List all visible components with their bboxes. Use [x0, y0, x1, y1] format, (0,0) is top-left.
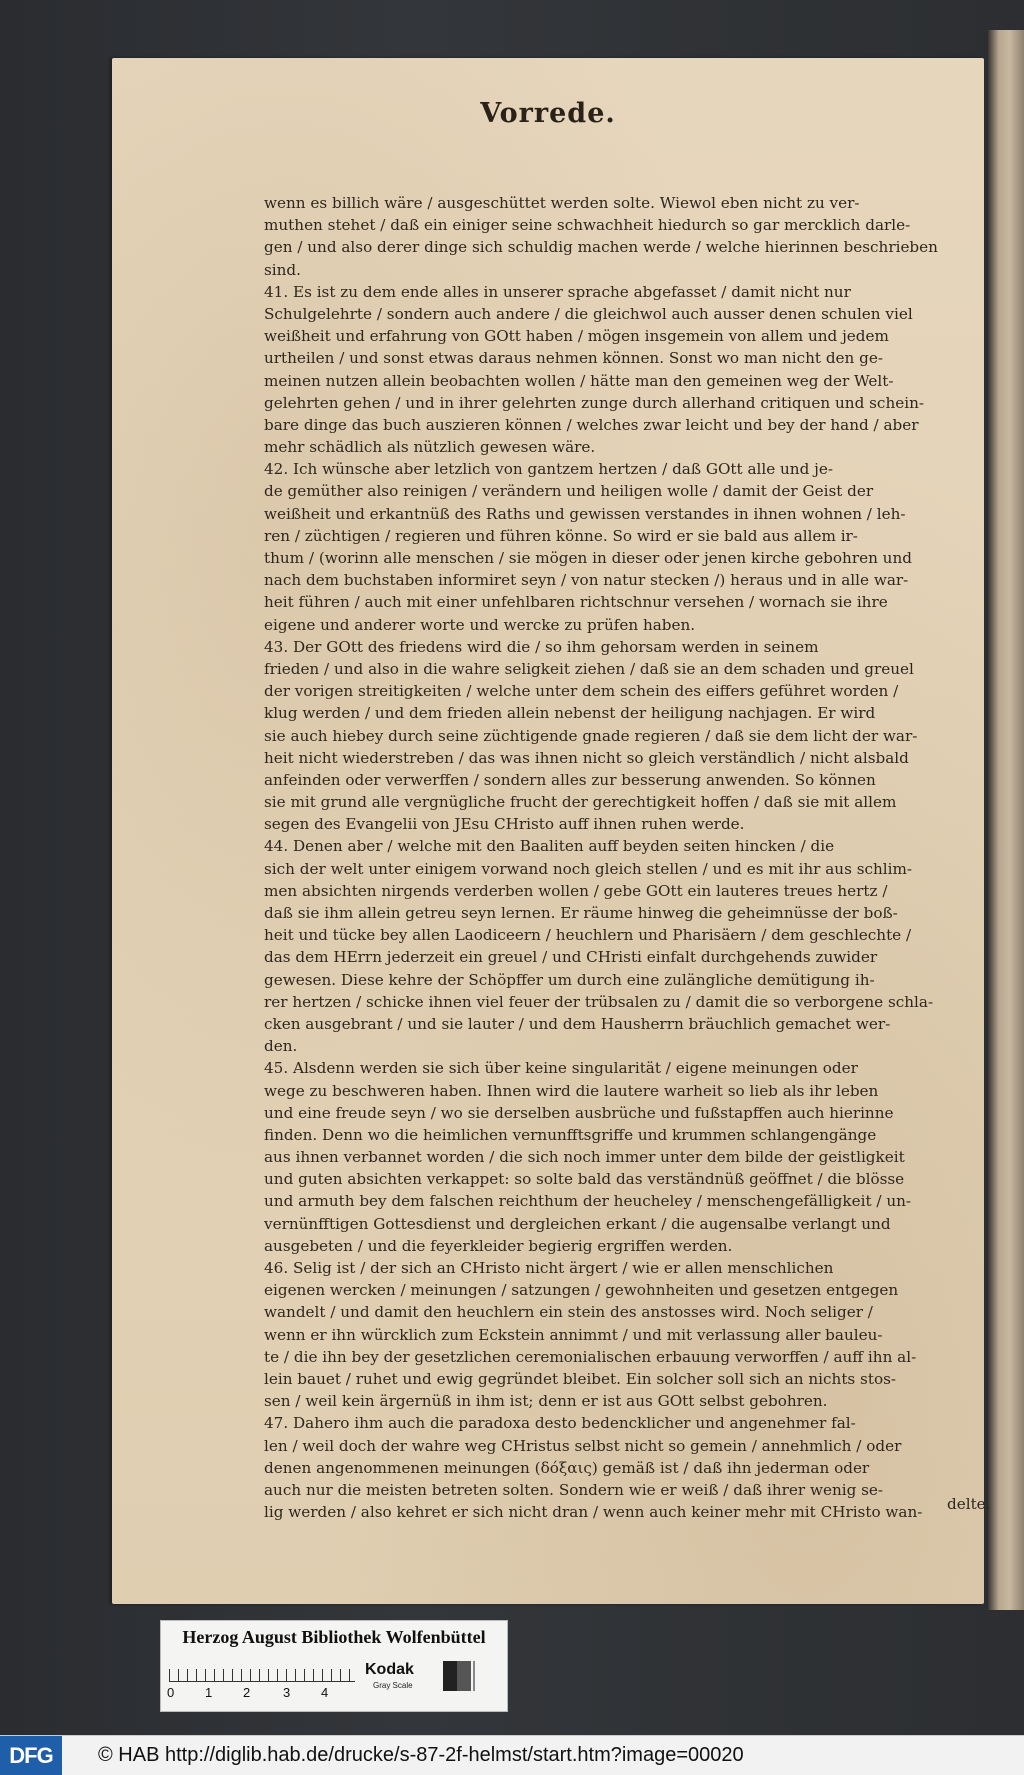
text-line: men absichten nirgends verderben wollen / gebe GOtt ein lauteres treues hertz /	[264, 881, 888, 900]
text-line: sie mit grund alle vergnügliche frucht der gerechtigkeit hoffen / daß sie mit allem	[264, 793, 897, 812]
text-line: sen / weil kein ärgernüß in ihm ist; denn er ist aus GOtt selbst gebohren.	[264, 1392, 828, 1411]
text-line: heit führen / auch mit einer unfehlbaren richtschnur versehen / wornach sie ihre	[264, 593, 888, 612]
gray-swatch-dark	[443, 1661, 457, 1691]
text-line: gewesen. Diese kehre der Schöpffer um durch eine zulängliche demütigung ih-	[264, 970, 875, 989]
text-line: te / die ihn bey der gesetzlichen ceremonialischen erbauung verworffen / auff ihn al-	[264, 1347, 917, 1366]
text-line: frieden / und also in die wahre seligkeit ziehen / daß sie an dem schaden und greuel	[264, 659, 914, 678]
text-line: 47. Dahero ihm auch die paradoxa desto bedencklicher und angenehmer fal-	[264, 1414, 856, 1433]
text-line: auch nur die meisten betreten solten. Sondern wie er weiß / daß ihrer wenig se-	[264, 1480, 884, 1499]
text-line: der vorigen streitigkeiten / welche unter dem schein des eiffers geführet worden /	[264, 682, 899, 701]
text-line: denen angenommenen meinungen (δόξαις) gemäß ist / daß ihn jederman oder	[264, 1458, 870, 1477]
ruler-number: 0	[167, 1685, 175, 1700]
text-line: heit nicht wiederstreben / das was ihnen nicht so gleich verständlich / nicht alsbald	[264, 748, 909, 767]
text-line: 43. Der GOtt des friedens wird die / so ihm gehorsam werden in seinem	[264, 637, 819, 656]
text-line: ausgebeten / und die feyerkleider begierig ergriffen werden.	[264, 1236, 733, 1255]
text-line: 41. Es ist zu dem ende alles in unserer sprache abgefasset / damit nicht nur	[264, 282, 851, 301]
text-line: wenn er ihn würcklich zum Eckstein annimmt / und mit verlassung aller bauleu-	[264, 1325, 883, 1344]
text-line: bare dinge das buch auszieren können / welches zwar leicht und bey der hand / aber	[264, 415, 919, 434]
text-line: gen / und also derer dinge sich schuldig machen werde / welche hierinnen beschrieben	[264, 238, 938, 257]
text-line: Schulgelehrte / sondern auch andere / die gleichwol auch ausser denen schulen viel	[264, 304, 913, 323]
text-line: wandelt / und damit den heuchlern ein stein des anstosses wird. Noch seliger /	[264, 1303, 873, 1322]
text-line: klug werden / und dem frieden allein nebenst der heiligung nachjagen. Er wird	[264, 704, 876, 723]
text-line: anfeinden oder verwerffen / sondern alles zur besserung anwenden. So können	[264, 770, 876, 789]
text-line: gelehrten gehen / und in ihrer gelehrten zunge durch allerhand critiquen und schein-	[264, 393, 924, 412]
text-line: wenn es billich wäre / ausgeschüttet werden solte. Wiewol eben nicht zu ver-	[264, 194, 860, 212]
ruler-number: 4	[321, 1685, 329, 1700]
text-line: eigene und anderer worte und wercke zu prüfen haben.	[264, 615, 696, 634]
ruler-number: 1	[205, 1685, 213, 1700]
text-line: sie auch hiebey durch seine züchtigende gnade regieren / daß sie dem licht der war-	[264, 726, 918, 745]
page-heading: Vorrede.	[480, 98, 616, 129]
text-line: urtheilen / und sonst etwas daraus nehmen können. Sonst wo man nicht den ge-	[264, 349, 883, 368]
viewer-footer	[0, 1735, 1024, 1775]
text-line: aus ihnen verbannet worden / die sich noch immer unter dem bilde der geistligkeit	[264, 1148, 905, 1167]
text-line: ren / züchtigen / regieren und führen könne. So wird er sie bald aus allem ir-	[264, 526, 858, 545]
text-line: sind.	[264, 260, 301, 279]
text-line: und guten absichten verkappet: so solte bald das verständnüß geöffnet / die blösse	[264, 1170, 905, 1189]
text-line: weißheit und erfahrung von GOtt haben / mögen insgemein von allem und jedem	[264, 327, 889, 346]
text-line: nach dem buchstaben informiret seyn / von natur stecken /) heraus und in alle war-	[264, 571, 909, 590]
text-line: daß sie ihm allein getreu seyn lernen. Er räume hinweg die geheimnüsse der boß-	[264, 904, 898, 922]
text-line: 44. Denen aber / welche mit den Baaliten auff beyden seiten hincken / die	[264, 837, 835, 856]
text-line: wege zu beschweren haben. Ihnen wird die lautere warheit so lieb als ihr leben	[264, 1081, 879, 1100]
library-color-card	[160, 1620, 508, 1712]
catchword: delte.	[947, 1495, 991, 1513]
text-line: lig werden / also kehret er sich nicht dran / wenn auch keiner mehr mit CHristo wan-	[264, 1503, 923, 1522]
text-line: 46. Selig ist / der sich an CHristo nicht ärgert / wie er allen menschlichen	[264, 1259, 834, 1277]
book-page	[112, 58, 991, 1604]
text-line: finden. Denn wo die heimlichen vernunfftsgriffe und krummen schlangengänge	[264, 1125, 877, 1144]
text-line: rer hertzen / schicke ihnen viel feuer der trübsalen zu / damit die so verborgene schla-	[264, 992, 934, 1011]
page-text-body	[264, 192, 1024, 1523]
scale-ruler	[169, 1657, 355, 1682]
text-line: weißheit und erkantnüß des Raths und gewissen verstandes in ihnen wohnen / leh-	[264, 504, 906, 523]
text-line: meinen nutzen allein beobachten wollen / hätte man den gemeinen weg der Welt-	[264, 371, 894, 390]
gray-scale-label: Gray Scale	[373, 1681, 413, 1690]
text-line: eigenen wercken / meinungen / satzungen / gewohnheiten und gesetzen entgegen	[264, 1281, 899, 1300]
text-line: das dem HErrn jederzeit ein greuel / und CHristi einfalt durchgehends zuwider	[264, 948, 878, 967]
text-line: und armuth bey dem falschen reichthum der heucheley / menschengefälligkeit / un-	[264, 1192, 912, 1211]
text-line: muthen stehet / daß ein einiger seine schwachheit hiedurch so gar mercklich darle-	[264, 216, 911, 235]
source-url-text[interactable]: © HAB http://diglib.hab.de/drucke/s-87-2f-helmst/start.htm?image=00020	[98, 1744, 744, 1766]
dfg-logo[interactable]: DFG	[0, 1736, 62, 1775]
text-line: sich der welt unter einigem vorwand noch gleich stellen / und es mit ihr aus schlim-	[264, 859, 913, 878]
ruler-number: 2	[243, 1685, 251, 1700]
text-line: und eine freude seyn / wo sie derselben ausbrüche und fußstapffen auch hierinne	[264, 1103, 894, 1122]
text-line: 42. Ich wünsche aber letzlich von gantzem hertzen / daß GOtt alle und je-	[264, 460, 833, 479]
text-line: lein bauet / ruhet und ewig gegründet bleibet. Ein solcher soll sich an nichts stos-	[264, 1369, 897, 1388]
library-name: Herzog August Bibliothek Wolfenbüttel	[182, 1627, 486, 1647]
text-line: heit und tücke bey allen Laodiceern / heuchlern und Pharisäern / dem geschlechte /	[264, 926, 912, 945]
ruler-number: 3	[283, 1685, 291, 1700]
text-line: mehr schädlich als nützlich gewesen wäre.	[264, 438, 596, 457]
text-line: segen des Evangelii von JEsu CHristo auff ihnen ruhen werde.	[264, 815, 745, 834]
text-line: cken ausgebrant / und sie lauter / und dem Hausherrn bräuchlich gemachet wer-	[264, 1014, 891, 1033]
text-line: thum / (worinn alle menschen / sie mögen in dieser oder jenen kirche gebohren und	[264, 549, 912, 567]
text-line: den.	[264, 1037, 298, 1056]
kodak-brand: Kodak	[365, 1661, 414, 1678]
ruler-numbers	[167, 1685, 367, 1703]
text-line: 45. Alsdenn werden sie sich über keine singularität / eigene meinungen oder	[264, 1059, 858, 1078]
gray-swatch-mid	[457, 1661, 471, 1691]
text-line: len / weil doch der wahre weg CHristus selbst nicht so gemein / annehmlich / oder	[264, 1436, 902, 1455]
text-line: de gemüther also reinigen / verändern und heiligen wolle / damit der Geist der	[264, 482, 874, 501]
text-line: vernünfftigen Gottesdienst und dergleichen erkant / die augensalbe verlangt und	[264, 1214, 891, 1233]
gray-swatch-light	[473, 1661, 475, 1691]
